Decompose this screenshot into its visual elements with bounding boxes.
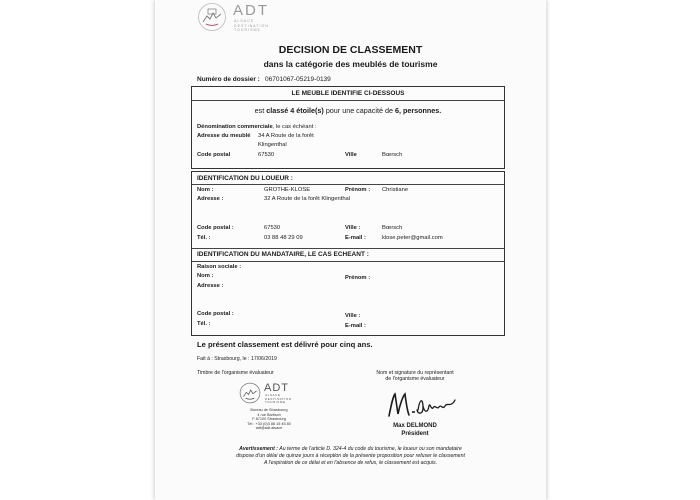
mandataire-email-label: E-mail : (345, 323, 366, 329)
loueur-cp-label: Code postal : (197, 225, 234, 231)
class-prefix: est (254, 106, 265, 115)
divider (192, 100, 504, 101)
meuble-heading: LE MEUBLE IDENTIFIE CI-DESSOUS (291, 90, 405, 97)
stamp-tel: Tél : +33 (0)3 88 15 45 80 (247, 421, 291, 426)
divider (192, 248, 504, 249)
validity-statement: Le présent classement est délivré pour cinq ans. (197, 340, 373, 349)
logo-subline (234, 19, 269, 33)
mandataire-cp-label: Code postal : (197, 311, 234, 317)
dossier-label: Numéro de dossier : (197, 76, 260, 83)
mandataire-raison-label: Raison sociale : (197, 264, 242, 270)
logo-subline-1: ALSACE (234, 19, 255, 23)
stamp-web: adt@adt.alsace (255, 426, 283, 431)
loueur-ville-value: Bœrsch (382, 225, 403, 231)
logo-wordmark: ADT (233, 2, 269, 19)
signature-caption-1: Nom et signature du représentant (376, 370, 454, 376)
logo-subline-2: DESTINATION (234, 23, 269, 28)
stamp-subline-3: TOURISME (265, 400, 286, 405)
stamp-addr2: F-67100 Strasbourg (252, 417, 286, 422)
loueur-adresse-label: Adresse : (197, 196, 224, 202)
loueur-nom-value: GROTHE-KLOSE (264, 187, 311, 193)
loueur-tel-label: Tél. : (197, 235, 211, 241)
signature-caption-2: de l'organisme évaluateur (385, 376, 445, 382)
adresse-meuble-line2: Klingenthal (258, 142, 287, 148)
identification-box (191, 171, 505, 336)
divider (192, 184, 504, 185)
denomination-label: Dénomination commerciale (197, 124, 273, 130)
stamp-subline-2: DESTINATION (265, 396, 292, 401)
warning-line-3: A l'expiration de ce délai et en l'absence de refus, le classement est acquis. (263, 460, 438, 466)
warning-label: Avertissement : (239, 446, 278, 452)
handwritten-signature (385, 388, 461, 420)
cp-meuble-value: 67530 (258, 152, 275, 158)
stamp-subline (265, 394, 292, 405)
adt-logo (197, 2, 287, 36)
loueur-tel-value: 03 88 48 29 09 (264, 235, 303, 241)
class-suffix: personnes. (402, 106, 442, 115)
loueur-ville-label: Ville : (345, 225, 361, 231)
document-subtitle: dans la catégorie des meublés de tourisme (263, 59, 438, 69)
representative-title: Président (401, 431, 429, 437)
denomination-suffix: , le cas échéant : (272, 124, 317, 130)
warning-text-1: Au terme de l'article D. 324-4 du code du tourisme, le loueur ou son mandataire (279, 446, 462, 452)
stamp-subline-1: ALSACE (265, 393, 281, 397)
adresse-meuble-label: Adresse du meublé (197, 133, 251, 139)
mandataire-ville-label: Ville : (345, 313, 361, 319)
dossier-value: 06701067-05219-0139 (265, 76, 331, 83)
loueur-prenom-value: Christiane (382, 187, 409, 193)
mandataire-prenom-label: Prénom : (345, 275, 371, 281)
denomination-line (197, 124, 317, 130)
cp-meuble-label: Code postal (197, 152, 231, 158)
stamp-address (239, 408, 299, 431)
loueur-email-value: klose.peter@gmail.com (382, 235, 443, 241)
fait-a-label: Fait à : Strasbourg, le : (197, 356, 250, 362)
divider (192, 261, 504, 262)
timbre-label: Timbre de l'organisme évaluateur (197, 370, 274, 376)
ville-meuble-value: Bœrsch (382, 152, 403, 158)
warning-line-2: dispose d'un délai de quinze jours à réception de la présente proposition pour refuser le classement (236, 453, 465, 459)
fait-a-line (197, 356, 277, 362)
classement-line: est classé 4 étoile(s) pour une capacité de 6, personnes. (254, 106, 442, 115)
capacity-value: 6 (394, 106, 399, 115)
stamp-addr1: 4 rue Bartisch (257, 412, 281, 417)
loueur-adresse-value: 32 A Route de la forêt Klingenthal (264, 196, 351, 202)
warning-line-1 (155, 446, 546, 452)
class-stars: classé 4 étoile(s) (266, 106, 324, 115)
stamp-office: Bureau de Strasbourg (250, 408, 288, 412)
adt-emblem-icon (197, 2, 227, 32)
adresse-meuble-line1: 34 A Route de la forêt (258, 133, 314, 139)
loueur-prenom-label: Prénom : (345, 187, 371, 193)
loueur-email-label: E-mail : (345, 235, 366, 241)
mandataire-adresse-label: Adresse : (197, 283, 224, 289)
class-mid: pour une capacité de (325, 106, 393, 115)
document-page (155, 0, 546, 500)
stamp-logo (239, 382, 299, 408)
stamp-wordmark: ADT (264, 382, 289, 394)
loueur-nom-label: Nom : (197, 187, 214, 193)
stamp-emblem-icon (239, 382, 261, 404)
logo-subline-3: TOURISME (234, 28, 261, 32)
mandataire-nom-label: Nom : (197, 273, 214, 279)
issue-date: 17/06/2019 (250, 356, 277, 362)
ville-meuble-label: Ville (345, 152, 357, 158)
loueur-cp-value: 67530 (264, 225, 281, 231)
meuble-box (191, 86, 505, 169)
loueur-heading: IDENTIFICATION DU LOUEUR : (197, 175, 293, 182)
mandataire-tel-label: Tél. : (197, 321, 211, 327)
representative-name: Max DELMOND (393, 423, 437, 429)
document-title: DECISION DE CLASSEMENT (278, 44, 423, 56)
mandataire-heading: IDENTIFICATION DU MANDATAIRE, LE CAS ECHEANT : (197, 251, 369, 258)
